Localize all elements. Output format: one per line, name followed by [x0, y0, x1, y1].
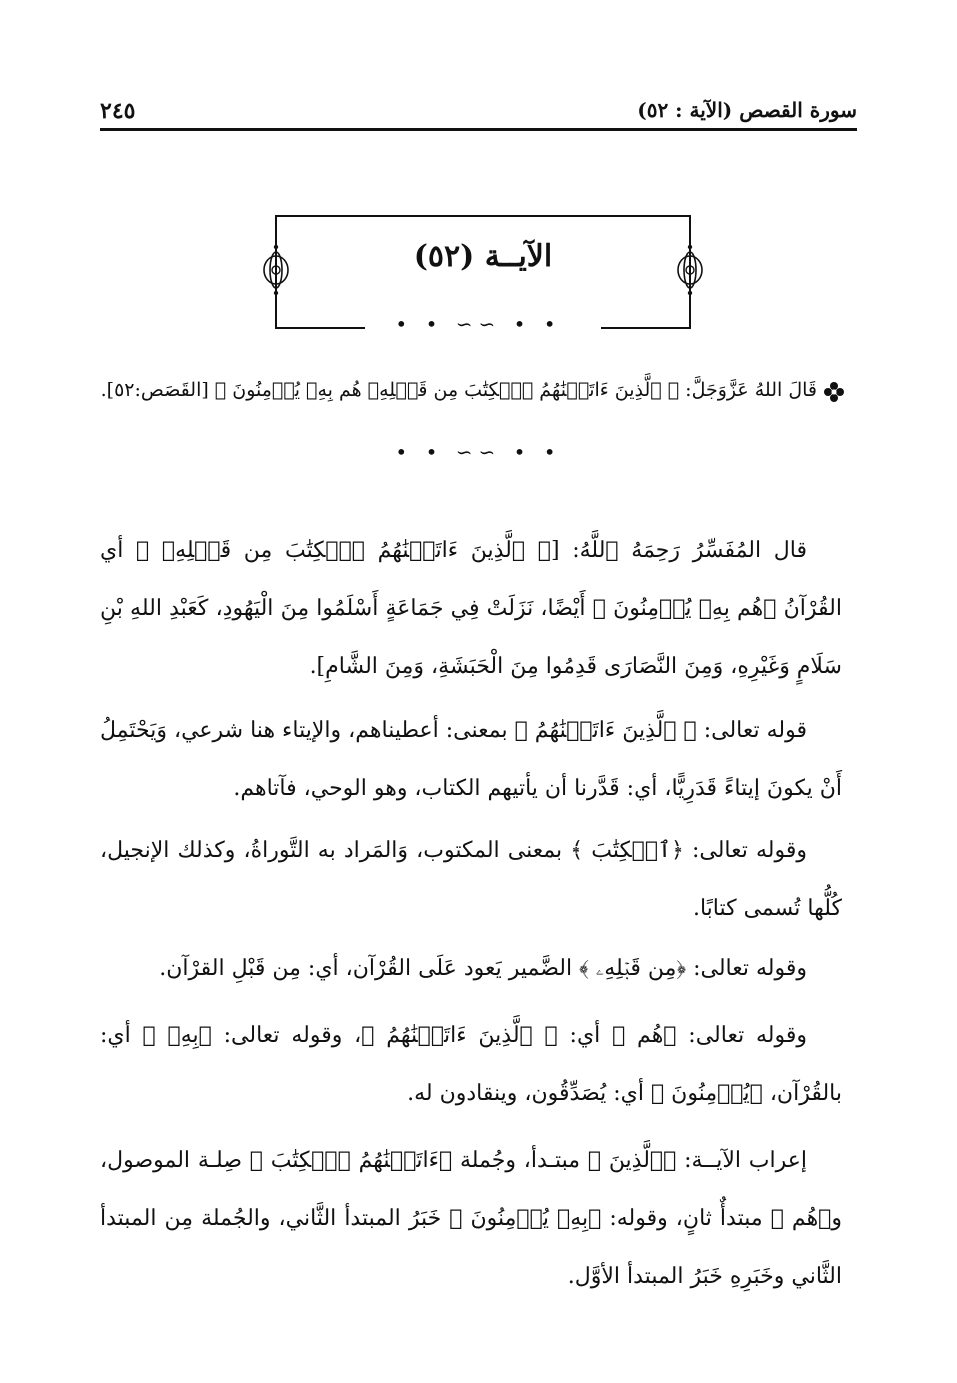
irab-paragraph: إعراب الآيــة: ﴿ٱلَّذِينَ ﴾ مبتـدأ، وجُملة ﴿ءَاتَيۡنَٰهُمُ ٱلۡكِتَٰبَ ﴾ صِلـة الموصول، و﴿هُم ﴾ مبتدأٌ ثانٍ، وقوله: ﴿بِهِۦ يُؤۡمِنُونَ ﴾ خَبَرُ المبتدأ الثَّاني، والجُملة مِن المبتدأ الثَّاني وخَبَرِهِ خَبَرُ المبتدأ الأوَّل.: [100, 1148, 842, 1289]
page-number: ٢٤٥: [100, 98, 136, 124]
running-header: [100, 98, 857, 131]
ayah-title: الآيــة (٥٢): [413, 239, 553, 274]
ornament-divider: • • ∽∽ • •: [395, 440, 562, 464]
tafsir-paragraph: وقوله تعالى: ﴿مِن قَبۡلِهِۦ ﴾ الضَّمير يَعود عَلَى القُرْآن، أي: مِن قَبْلِ القرْآن.: [159, 956, 807, 981]
tafsir-paragraph: قوله تعالى: ﴿ ٱلَّذِينَ ءَاتَيۡنَٰهُمُ ﴾ بمعنى: أعطيناهم، والإيتاء هنا شرعي، وَيَحْتَمِلُ أَنْ يكونَ إيتاءً قَدَرِيًّا، أي: قَدَّرنا أن يأتيهم الكتاب، وهو الوحي، فآتاهم.: [100, 718, 842, 801]
ornament-divider: • • ∽∽ • •: [395, 312, 562, 336]
verse-text: قَالَ اللهُ عَزَّوَجَلَّ: ﴿ ٱلَّذِينَ ءَاتَيۡنَٰهُمُ ٱلۡكِتَٰبَ مِن قَبۡلِهِۦ هُم بِهِۦ يُؤۡمِنُونَ ﴾ [القَصَص:٥٢].: [100, 379, 817, 401]
tafsir-paragraph: وقوله تعالى: ﴿ٱلۡكِتَٰبَ ﴾ بمعنى المكتوب، وَالمَراد به التَّوراةُ، وكذلك الإنجيل، كُلُّها تُسمى كتابًا.: [100, 838, 842, 921]
surah-title: سورة القصص (الآية : ٥٢): [637, 98, 857, 122]
flower-icon: [823, 381, 845, 403]
tafsir-paragraph: قال المُفَسِّرُ رَحِمَهُ ٱللَّهُ: [﴿ ٱلَّذِينَ ءَاتَيۡنَٰهُمُ ٱلۡكِتَٰبَ مِن قَبۡلِهِۦ ﴾ أي القُرْآنُ ﴿هُم بِهِۦ يُؤۡمِنُونَ ﴾ أَيْضًا، نَزَلَتْ فِي جَمَاعَةٍ أَسْلَمُوا مِنَ الْيَهُودِ، كَعَبْدِ اللهِ بْنِ سَلَامٍ وَغَيْرِهِ، وَمِنَ النَّصَارَى قَدِمُوا مِنَ الْحَبَشَةِ، وَمِنَ الشَّامِ].: [100, 538, 842, 679]
tafsir-paragraph: وقوله تعالى: ﴿هُم ﴾ أي: ﴿ ٱلَّذِينَ ءَاتَيۡنَٰهُمُ ﴾، وقوله تعالى: ﴿بِهِۦ ﴾ أي: بالقُرْآن، ﴿يُؤۡمِنُونَ ﴾ أي: يُصَدِّقُون، وينقادون له.: [100, 1023, 842, 1106]
